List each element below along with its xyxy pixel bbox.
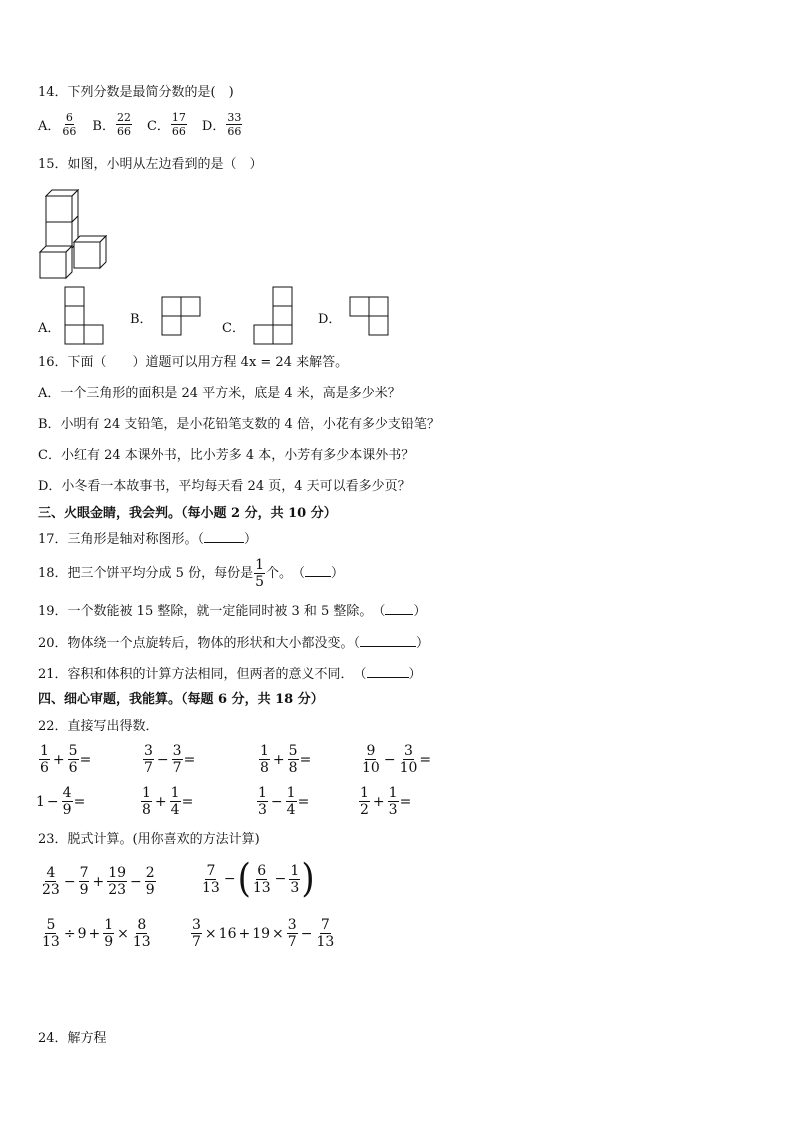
- q22-item-5: 1 − $\frac{4}{9}$ =: [36, 785, 86, 818]
- q14-option-d[interactable]: D． $\frac{33}{66}$: [201, 111, 242, 138]
- grid-view-b-icon: [161, 296, 203, 338]
- fraction: $\frac{1}{8}$: [260, 743, 269, 776]
- q14-option-b[interactable]: B． $\frac{22}{66}$: [92, 111, 131, 138]
- q24-text: 24．解方程: [38, 1031, 107, 1046]
- fraction: $\frac{3}{10}$: [399, 743, 418, 776]
- q16-option-a[interactable]: A．一个三角形的面积是 24 平方米，底是 4 米，高是多少米？: [38, 386, 401, 401]
- grid-view-a-icon: [64, 286, 106, 346]
- fraction: $\frac{7}{13}$: [316, 917, 335, 950]
- fraction: $\frac{17}{66}$: [171, 111, 186, 138]
- q15-option-b[interactable]: B．: [130, 296, 203, 338]
- fraction: $\frac{22}{66}$: [116, 111, 131, 138]
- q22-text: 22．直接写出得数．: [38, 719, 159, 734]
- section-4-heading: 四、细心审题，我能算。（每题 6 分，共 18 分）: [38, 692, 324, 707]
- fraction: $\frac{7}{9}$: [79, 865, 89, 898]
- fraction: $\frac{1}{5}$: [255, 557, 264, 590]
- fraction: $\frac{3}{7}$: [172, 743, 182, 776]
- fraction: $\frac{3}{7}$: [192, 917, 201, 950]
- q19: 19．一个数能被 15 整除，就一定能同时被 3 和 5 整除。 （ ）: [38, 604, 427, 619]
- q16-option-d[interactable]: D．小冬看一本故事书，平均每天看 24 页，4 天可以看多少页？: [38, 479, 411, 494]
- q14-option-c[interactable]: C． $\frac{17}{66}$: [146, 111, 186, 138]
- q21: 21．容积和体积的计算方法相同，但两者的意义不同． （ ）: [38, 667, 422, 682]
- grid-view-c-icon: [253, 286, 295, 346]
- q22-item-4: $\frac{9}{10}$ − $\frac{3}{10}$ =: [362, 743, 432, 776]
- fraction: $\frac{3}{7}$: [287, 917, 297, 950]
- cube-stack-figure: [36, 186, 108, 280]
- q14-options: [38, 112, 257, 137]
- fraction: $\frac{8}{13}$: [132, 917, 151, 950]
- fraction: $\frac{1}{4}$: [286, 785, 296, 818]
- answer-blank[interactable]: [204, 530, 244, 543]
- q22-item-6: $\frac{1}{8}$ + $\frac{1}{4}$ =: [142, 785, 194, 818]
- q20: 20．物体绕一个点旋转后，物体的形状和大小都没变。（ ）: [38, 636, 430, 651]
- q15-text: 15．如图，小明从左边看到的是（ ）: [38, 157, 263, 172]
- answer-blank[interactable]: [360, 634, 416, 647]
- fraction: $\frac{1}{2}$: [360, 785, 369, 818]
- fraction: $\frac{6}{13}$: [252, 862, 271, 896]
- q16-option-b[interactable]: B．小明有 24 支铅笔，是小花铅笔支数的 4 倍，小花有多少支铅笔？: [38, 417, 440, 432]
- q22-item-2: $\frac{3}{7}$ − $\frac{3}{7}$ =: [144, 743, 196, 776]
- fraction: $\frac{1}{3}$: [258, 785, 267, 818]
- fraction: $\frac{33}{66}$: [227, 111, 242, 138]
- q22-item-7: $\frac{1}{3}$ − $\frac{1}{4}$ =: [258, 785, 310, 818]
- section-3-heading: 三、火眼金睛，我会判。（每小题 2 分，共 10 分）: [38, 506, 337, 521]
- q22-item-8: $\frac{1}{2}$ + $\frac{1}{3}$ =: [360, 785, 412, 818]
- q18: 18．把三个饼平均分成 5 份，每份是 $\frac{1}{5}$ 个。 （ ）: [38, 557, 345, 590]
- q15-option-a[interactable]: A．: [38, 286, 106, 346]
- q22-item-3: $\frac{1}{8}$ + $\frac{5}{8}$ =: [260, 743, 312, 776]
- q23-expression-2: $\frac{7}{13}$ − ( $\frac{6}{13}$ − $\frac{1}{3}$ ): [202, 856, 315, 902]
- answer-blank[interactable]: [367, 665, 409, 678]
- q23-expression-4: $\frac{3}{7}$ × 16 + 19 × $\frac{3}{7}$ − $\frac{7}{13}$: [192, 917, 335, 950]
- fraction: $\frac{19}{23}$: [108, 865, 127, 898]
- fraction: $\frac{7}{13}$: [202, 862, 220, 896]
- answer-blank[interactable]: [385, 602, 413, 615]
- fraction: $\frac{5}{6}$: [68, 743, 78, 776]
- q15-option-c[interactable]: C．: [222, 286, 295, 346]
- fraction: $\frac{2}{9}$: [145, 865, 155, 898]
- grid-view-d-icon: [349, 296, 391, 338]
- fraction: $\frac{1}{3}$: [290, 862, 300, 896]
- fraction: $\frac{5}{8}$: [288, 743, 298, 776]
- fraction: $\frac{6}{66}$: [62, 111, 77, 138]
- q15-option-d[interactable]: D．: [318, 296, 391, 338]
- fraction: $\frac{9}{10}$: [362, 743, 380, 776]
- fraction: $\frac{3}{7}$: [144, 743, 153, 776]
- fraction: $\frac{1}{3}$: [388, 785, 398, 818]
- fraction: $\frac{4}{9}$: [62, 785, 72, 818]
- fraction: $\frac{1}{9}$: [104, 917, 114, 950]
- fraction: $\frac{1}{4}$: [170, 785, 180, 818]
- answer-blank[interactable]: [305, 564, 331, 577]
- fraction: $\frac{1}{6}$: [40, 743, 49, 776]
- fraction: $\frac{4}{23}$: [42, 865, 60, 898]
- q22-item-1: $\frac{1}{6}$ + $\frac{5}{6}$ =: [40, 743, 92, 776]
- q23-text: 23．脱式计算。(用你喜欢的方法计算): [38, 832, 260, 847]
- q14-option-a[interactable]: A． $\frac{6}{66}$: [38, 111, 77, 138]
- q23-expression-1: $\frac{4}{23}$ − $\frac{7}{9}$ + $\frac{19}{23}$ − $\frac{2}{9}$: [42, 865, 155, 898]
- q16-text: 16．下面（ ）道题可以用方程 4x = 24 来解答。: [38, 355, 349, 370]
- fraction: $\frac{5}{13}$: [42, 917, 60, 950]
- fraction: $\frac{1}{8}$: [142, 785, 151, 818]
- q17: 17．三角形是轴对称图形。（ ）: [38, 532, 258, 547]
- q14-text: 14．下列分数是最简分数的是( ): [38, 85, 234, 100]
- q16-option-c[interactable]: C．小红有 24 本课外书，比小芳多 4 本，小芳有多少本课外书？: [38, 448, 415, 463]
- q23-expression-3: $\frac{5}{13}$ ÷ 9 + $\frac{1}{9}$ × $\frac{8}{13}$: [42, 917, 151, 950]
